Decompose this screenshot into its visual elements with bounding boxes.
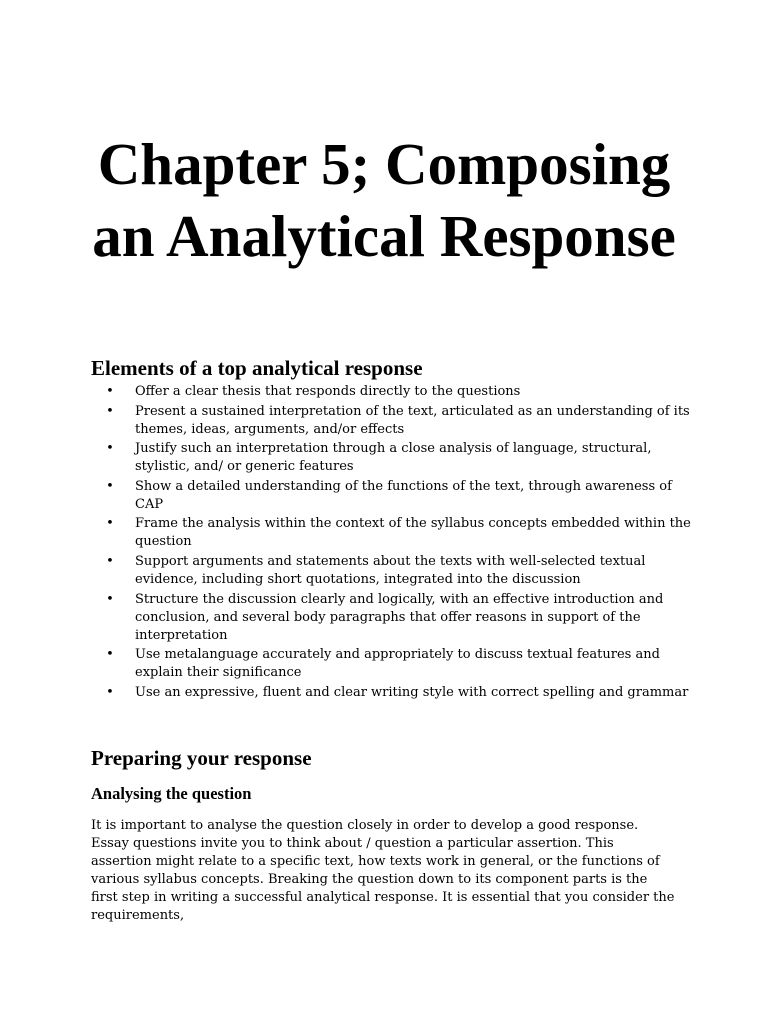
preparing-section-heading: Preparing your response: [91, 746, 312, 770]
list-item: [91, 515, 691, 551]
bullet-icon: •: [106, 647, 114, 663]
elements-section-heading: Elements of a top analytical response: [91, 356, 423, 380]
bullet-icon: •: [106, 591, 114, 607]
body-paragraph: It is important to analyse the question closely in order to develop a good response. Essay questions invite you to think about / question a particular assertion. This assertion might relate to a specific text, how texts work in general, or the functions of various syllabus concepts. Breaking the question down to its component parts is the first step in writing a successful analytical response. It is essential that you consider the requirements,: [91, 818, 675, 923]
list-item-text: Frame the analysis within the context of the syllabus concepts embedded within the question: [135, 516, 691, 550]
list-item-text: Show a detailed understanding of the functions of the text, through awareness of CAP: [135, 478, 672, 512]
bullet-icon: •: [106, 516, 114, 532]
chapter-title: Chapter 5; Composing an Analytical Response: [92, 131, 676, 269]
list-item-text: Structure the discussion clearly and logically, with an effective introduction and conclusion, and several body paragraphs that offer reasons in support of the interpretation: [135, 591, 664, 643]
bullet-icon: •: [106, 553, 114, 569]
bullet-icon: •: [106, 478, 114, 494]
list-item: [91, 478, 691, 514]
list-item: [91, 403, 691, 439]
analysing-question-subheading: Analysing the question: [91, 784, 252, 803]
bullet-icon: •: [106, 384, 114, 399]
bullet-icon: •: [106, 403, 114, 419]
list-item-text: Use metalanguage accurately and appropriately to discuss textual features and explain their significance: [135, 647, 660, 681]
list-item-text: Offer a clear thesis that responds directly to the questions: [135, 384, 521, 399]
list-item-text: Support arguments and statements about the texts with well-selected textual evidence, including short quotations, integrated into the discussion: [135, 553, 646, 587]
list-item-text: Use an expressive, fluent and clear writing style with correct spelling and grammar: [135, 684, 689, 700]
list-item-text: Justify such an interpretation through a close analysis of language, structural, stylistic, and/ or generic features: [135, 441, 652, 475]
bullet-icon: •: [106, 441, 114, 457]
list-item: [91, 591, 691, 645]
list-item: [91, 684, 691, 702]
bullet-icon: •: [106, 684, 114, 700]
list-item: [91, 646, 691, 682]
list-item: [91, 440, 691, 476]
list-item-text: Present a sustained interpretation of the text, articulated as an understanding of its themes, ideas, arguments, and/or effects: [135, 403, 690, 437]
list-item: [91, 383, 691, 401]
list-item: [91, 553, 691, 589]
elements-bullet-list: [91, 383, 691, 703]
